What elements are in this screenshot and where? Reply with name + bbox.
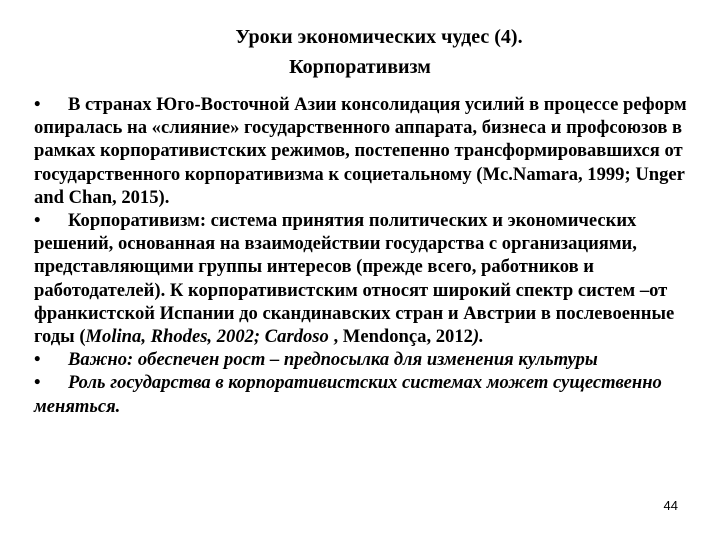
citation-italic-1: Molina, Rhodes, 2002; Cardoso bbox=[85, 326, 329, 348]
title-line-1: Уроки экономических чудес (4). bbox=[235, 26, 523, 48]
bullet-item-1 bbox=[34, 93, 698, 209]
title-line-2: Корпоративизм bbox=[289, 56, 431, 78]
bullet-item-3 bbox=[34, 348, 698, 371]
slide-body bbox=[34, 93, 698, 418]
citation-plain: , Mendonça, 2012 bbox=[328, 326, 473, 348]
bullet-marker: • bbox=[34, 349, 41, 371]
bullet-text-4: Роль государства в корпоративистских системах может существенно меняться. bbox=[34, 372, 662, 417]
bullet-text-2: Корпоративизм: система принятия политических и экономических решений, основанная на взаимодействии государства с организациями, представляющими группы интересов (прежде всего, работников и работодателей). К корпоративистским относят широкий спектр систем –от франкистской Испании до скандинавских стран и Австрии в послевоенные годы ( bbox=[34, 210, 675, 348]
bullet-item-2 bbox=[34, 209, 698, 348]
bullet-item-4 bbox=[34, 371, 698, 417]
bullet-text-1: В странах Юго-Восточной Азии консолидация усилий в процессе реформ опиралась на «слияние» государственного аппарата, бизнеса и профсоюзов в рамках корпоративистских режимов, постепенно трансформировавшихся от государственного корпоративизма к социетальному (Mc.Namara, 1999; Unger and Chan, 2015). bbox=[34, 94, 687, 208]
citation-italic-2: ). bbox=[472, 326, 484, 348]
page-number: 44 bbox=[663, 498, 678, 513]
bullet-marker: • bbox=[34, 372, 41, 394]
bullet-marker: • bbox=[34, 94, 41, 115]
bullet-marker: • bbox=[34, 210, 41, 232]
bullet-text-3: Важно: обеспечен рост – предпосылка для изменения культуры bbox=[68, 349, 598, 371]
slide-title bbox=[0, 22, 720, 82]
